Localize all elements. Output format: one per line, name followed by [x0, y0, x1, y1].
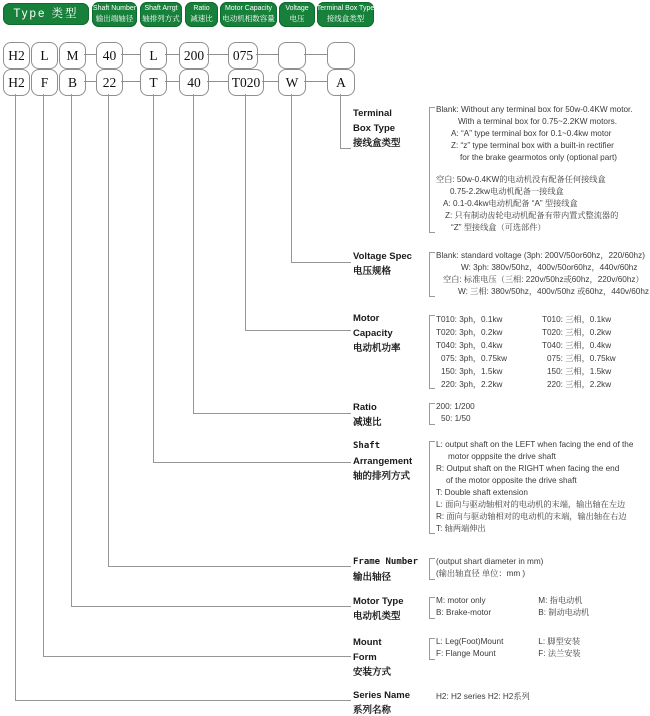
section-label-frame-number — [353, 555, 433, 585]
label-line: Box Type — [353, 123, 396, 134]
badge-label-en: Motor Capacity — [224, 5, 273, 13]
desc-line: 150: 3ph，1.5kw — [441, 367, 503, 376]
desc-line: of the motor opposite the drive shaft — [446, 476, 577, 485]
desc-line: Blank: Without any terminal box for 50w-0.4KW motor. — [436, 105, 633, 114]
leader-motor-type-h — [71, 606, 351, 607]
desc-line-en: L: Leg(Foot)Mount — [436, 637, 504, 646]
leader-motor-capacity-h — [245, 330, 351, 331]
section-label-mount-form — [353, 635, 433, 680]
desc-line-en: B: Brake-motor — [436, 608, 492, 617]
badge-motor-capacity — [220, 2, 277, 27]
label-line: 电动机功率 — [353, 343, 401, 354]
desc-motor-capacity-cn — [542, 313, 616, 391]
connector-dash — [256, 54, 278, 55]
desc-line: 220: 三相，2.2kw — [547, 380, 612, 389]
desc-line: 空白: 标准电压（三相: 220v/50hz或60hz，220v/60hz） — [443, 275, 644, 284]
desc-line: T040: 三相，0.4kw — [542, 341, 612, 350]
bracket-ratio — [429, 403, 435, 425]
bracket-motor-type — [429, 597, 435, 619]
desc-line-cn: B: 制动电动机 — [538, 608, 590, 617]
desc-line: T: 轴两端伸出 — [436, 524, 486, 533]
desc-line: A: 0.1-0.4kw电动机配备 “A” 型接线盒 — [443, 199, 578, 208]
desc-terminal-box-en — [436, 104, 633, 164]
desc-line: Blank: standard voltage (3ph: 200V/50or60hz，220/60hz) — [436, 251, 645, 260]
code-box-r2-series: H2 — [3, 69, 30, 96]
leader-mount-form-h — [43, 656, 351, 657]
desc-line-cn: F: 法兰安装 — [538, 649, 581, 658]
connector-dash — [207, 81, 228, 82]
desc-line-cn: M: 指电动机 — [538, 596, 583, 605]
leader-terminal-box-v — [340, 94, 341, 148]
desc-line: T: Double shaft extension — [436, 488, 528, 497]
label-line: 安装方式 — [353, 667, 392, 678]
desc-line: motor opppsite the drive shaft — [448, 452, 556, 461]
desc-line: With a terminal box for 0.75~2.2KW motors. — [458, 117, 618, 126]
code-box-r1-frame: 40 — [96, 42, 123, 69]
desc-terminal-box-cn — [436, 174, 618, 234]
desc-line: for the brake gearmotos only (optional part) — [460, 153, 618, 162]
badge-ratio — [185, 2, 218, 27]
code-box-r2-mount: F — [31, 69, 58, 96]
desc-line: 220: 3ph，2.2kw — [441, 380, 503, 389]
desc-line: L: output shaft on the LEFT when facing the end of the — [436, 440, 634, 449]
bracket-voltage — [429, 252, 435, 297]
section-label-series-name — [353, 688, 433, 716]
desc-line: 075: 3ph，0.75kw — [441, 354, 507, 363]
badge-label-en: Shaft Number — [92, 5, 137, 13]
label-line: 电动机类型 — [353, 611, 401, 622]
bracket-mount-form — [429, 638, 435, 660]
desc-line: R: 面向与驱动轴相对的电动机的末端，输出轴在右边 — [436, 512, 627, 521]
desc-mount-form — [436, 636, 581, 660]
desc-line: R: Output shaft on the RIGHT when facing the end — [436, 464, 620, 473]
desc-line: T040: 3ph，0.4kw — [436, 341, 503, 350]
badge-type — [3, 3, 89, 25]
code-box-r1-shaft: L — [140, 42, 167, 69]
desc-row — [436, 607, 589, 619]
leader-frame-number-h — [108, 566, 351, 567]
desc-row — [436, 595, 589, 607]
label-line: Frame Number — [353, 557, 419, 567]
desc-voltage — [436, 250, 649, 298]
leader-terminal-box-h — [340, 148, 351, 149]
badge-label-cn: 输出端轴径 — [95, 14, 134, 24]
desc-line: W: 3ph: 380v/50hz，400v/50or60hz，440v/60hz — [461, 263, 638, 272]
section-label-ratio — [353, 400, 433, 430]
desc-line: A: “A” type terminal box for 0.1~0.4kw motor — [451, 129, 612, 138]
badge-label-cn: 电动机相数容量 — [222, 14, 275, 24]
section-label-motor-type — [353, 594, 433, 624]
desc-shaft-arrangement — [436, 439, 633, 535]
badge-shaft-arrgt — [140, 2, 182, 27]
badge-label-en: Voltage — [285, 5, 309, 13]
badge-label-cn: 接线盒类型 — [326, 14, 365, 24]
connector-dash — [121, 54, 140, 55]
leader-ratio-v — [193, 94, 194, 413]
label-line: 输出轴径 — [353, 572, 392, 583]
badge-label-en: Terminal Box Type — [316, 5, 375, 13]
desc-line: T010: 3ph，0.1kw — [436, 315, 503, 324]
badge-label-en: Shaft Arrgt — [144, 5, 178, 13]
connector-dash — [121, 81, 140, 82]
connector-dash — [262, 81, 278, 82]
code-box-r1-mount: L — [31, 42, 58, 69]
desc-ratio — [436, 401, 475, 425]
badge-shaft-number — [92, 2, 137, 27]
leader-ratio-h — [193, 413, 351, 414]
leader-motor-type-v — [71, 94, 72, 606]
connector-dash — [165, 81, 179, 82]
bracket-terminal-box — [429, 107, 435, 233]
section-label-voltage — [353, 249, 433, 279]
desc-line: 空白: 50w-0.4KW的电动机没有配备任何接线盒 — [436, 175, 606, 184]
code-box-r2-frame: 22 — [96, 69, 123, 96]
connector-dash — [304, 81, 327, 82]
label-line: Arrangement — [353, 456, 413, 467]
desc-line: (output shart diameter in mm) — [436, 557, 544, 566]
badge-type-label: Type 类型 — [13, 7, 79, 20]
code-box-r2-motortype: B — [59, 69, 86, 96]
label-line: Terminal — [353, 108, 392, 119]
code-box-r1-voltage — [278, 42, 306, 69]
desc-line: 150: 三相，1.5kw — [547, 367, 612, 376]
label-line: 系列名称 — [353, 705, 392, 716]
label-line: Mount — [353, 637, 382, 648]
label-line: 减速比 — [353, 417, 382, 428]
label-line: 接线盒类型 — [353, 138, 401, 149]
leader-series-name-h — [15, 700, 351, 701]
desc-series-name — [436, 691, 530, 703]
desc-line: “Z” 型接线盒（可选部件） — [451, 223, 546, 232]
bracket-motor-capacity — [429, 315, 435, 389]
connector-dash — [84, 54, 96, 55]
leader-voltage-v — [291, 94, 292, 262]
leader-frame-number-v — [108, 94, 109, 566]
bracket-frame-number — [429, 558, 435, 580]
desc-line: Z: 只有制动齿轮电动机配备有带内置式整流器的 — [445, 211, 619, 220]
leader-voltage-h — [291, 262, 351, 263]
code-box-r2-voltage: W — [278, 69, 306, 96]
connector-dash — [207, 54, 228, 55]
desc-line: (输出轴直径 单位：mm ) — [436, 569, 526, 578]
badge-terminal-box-type — [317, 2, 374, 27]
desc-line: 200: 1/200 — [436, 402, 475, 411]
connector-dash — [84, 81, 96, 82]
leader-series-name-v — [15, 94, 16, 700]
code-box-r2-capacity: T020 — [228, 69, 264, 96]
code-box-r1-series: H2 — [3, 42, 30, 69]
desc-line: 50: 1/50 — [441, 414, 471, 423]
label-line: Capacity — [353, 328, 393, 339]
label-line: 轴的排列方式 — [353, 471, 411, 482]
desc-frame-number — [436, 556, 543, 580]
desc-line: T020: 3ph，0.2kw — [436, 328, 503, 337]
code-box-r2-ratio: 40 — [179, 69, 209, 96]
desc-line: 0.75-2.2kw电动机配备一接线盒 — [450, 187, 564, 196]
desc-motor-type — [436, 595, 589, 619]
desc-line: T020: 三相，0.2kw — [542, 328, 612, 337]
code-box-r1-motortype: M — [59, 42, 86, 69]
desc-row — [436, 636, 581, 648]
label-line: Shaft — [353, 441, 381, 451]
bracket-shaft-arrangement — [429, 441, 435, 534]
badge-label-cn: 电压 — [289, 14, 305, 24]
desc-line-en: F: Flange Mount — [436, 649, 496, 658]
code-box-r1-capacity: 075 — [228, 42, 258, 69]
label-line: Series Name — [353, 690, 411, 701]
leader-shaft-arrangement-v — [153, 94, 154, 462]
label-line: Form — [353, 652, 377, 663]
leader-mount-form-v — [43, 94, 44, 656]
badge-voltage — [279, 2, 315, 27]
desc-line-cn: L: 脚型安装 — [538, 637, 581, 646]
connector-dash — [165, 54, 179, 55]
section-label-shaft-arrangement — [353, 439, 433, 484]
desc-line: T010: 三相，0.1kw — [542, 315, 612, 324]
section-label-motor-capacity — [353, 311, 433, 356]
desc-line: W: 三相: 380v/50hz，400v/50hz 或60hz，440v/60hz — [458, 287, 649, 296]
code-box-r2-terminal: A — [327, 69, 355, 96]
badge-label-en: Ratio — [193, 5, 210, 13]
label-line: Voltage Spec — [353, 251, 412, 262]
connector-dash — [304, 54, 327, 55]
leader-shaft-arrangement-h — [153, 462, 351, 463]
label-line: 电压规格 — [353, 266, 392, 277]
section-label-terminal-box — [353, 106, 433, 151]
code-box-r1-terminal — [327, 42, 355, 69]
desc-line: H2: H2 series H2: H2系列 — [436, 692, 530, 701]
desc-line: 075: 三相，0.75kw — [547, 354, 616, 363]
badge-label-cn: 减速比 — [190, 14, 213, 24]
desc-motor-capacity-en — [436, 313, 507, 391]
desc-line: Z: “z” type terminal box with a built-in rectifier — [451, 141, 614, 150]
desc-line-en: M: motor only — [436, 596, 486, 605]
label-line: Motor Type — [353, 596, 404, 607]
code-box-r2-shaft: T — [140, 69, 167, 96]
badge-label-cn: 轴排列方式 — [142, 14, 180, 24]
desc-row — [436, 648, 581, 660]
desc-line: L: 面向与驱动轴相对的电动机的末端，输出轴在左边 — [436, 500, 626, 509]
label-line: Motor — [353, 313, 380, 324]
leader-motor-capacity-v — [245, 94, 246, 330]
code-box-r1-ratio: 200 — [179, 42, 209, 69]
label-line: Ratio — [353, 402, 377, 413]
